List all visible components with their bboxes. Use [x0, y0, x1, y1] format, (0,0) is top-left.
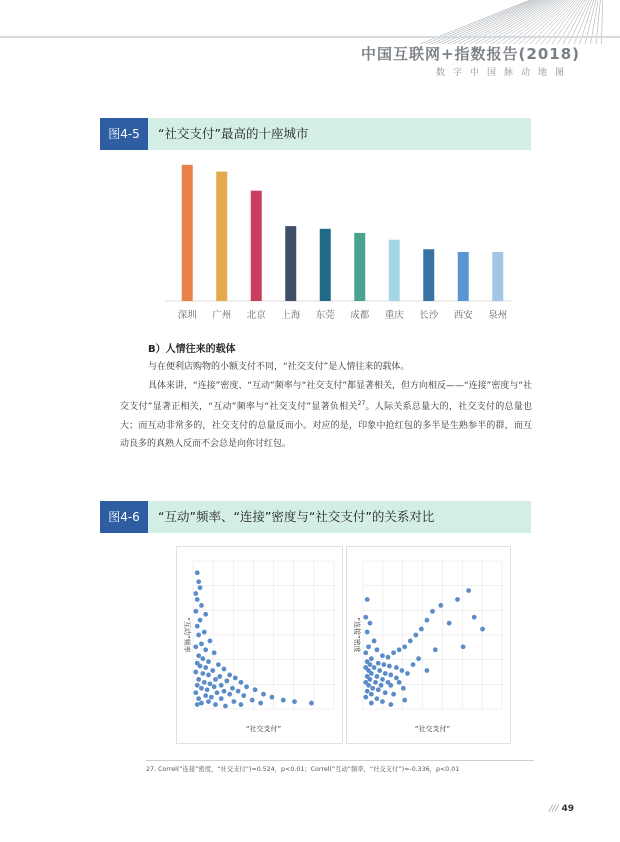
body-text: [120, 358, 532, 454]
data-point: [196, 677, 201, 682]
data-point: [363, 650, 368, 655]
figure-title: “互动”频率、“连接”密度与“社交支付”的关系对比: [158, 509, 435, 524]
data-point: [198, 618, 203, 623]
bar-3: [251, 191, 262, 301]
data-point: [425, 668, 430, 673]
data-point: [199, 701, 204, 706]
data-point: [425, 618, 430, 623]
data-point: [408, 639, 413, 644]
data-point: [200, 656, 205, 661]
paragraph-2-part-b: 。人际关系总量大的，社交支付的总量也大；而互动非常多的，社交支付的总量反而小。对应的是，印象中抢红包的多半是生熟参半的群，而互动良多的真熟人反而不会总是向你讨红包。: [120, 402, 532, 450]
data-point: [363, 615, 368, 620]
data-point: [219, 696, 224, 701]
x-tick-label: 上海: [281, 310, 301, 321]
bar-1: [182, 165, 193, 301]
data-point: [222, 667, 227, 672]
data-point: [419, 627, 424, 632]
data-point: [195, 702, 200, 707]
data-point: [369, 671, 374, 676]
data-point: [461, 644, 466, 649]
data-point: [202, 630, 207, 635]
x-axis-label: “社交支付”: [245, 725, 282, 733]
report-subtitle: 数字中国脉动地图: [435, 68, 572, 78]
data-point: [193, 644, 198, 649]
data-point: [387, 664, 392, 669]
page-marker: ///: [549, 804, 559, 814]
data-point: [402, 644, 407, 649]
data-point: [368, 677, 373, 682]
y-axis-label: “连接”密度: [353, 617, 361, 653]
data-point: [196, 633, 201, 638]
data-point: [193, 690, 198, 695]
report-title: 中国互联网+指数报告(2018): [360, 45, 580, 63]
data-point: [244, 684, 249, 689]
data-point: [394, 665, 399, 670]
data-point: [236, 689, 241, 694]
data-point: [195, 624, 200, 629]
data-point: [375, 696, 380, 701]
data-point: [472, 615, 477, 620]
data-point: [210, 668, 215, 673]
data-point: [239, 680, 244, 685]
data-point: [205, 687, 210, 692]
data-point: [223, 704, 228, 709]
bar-8: [423, 249, 434, 301]
data-point: [206, 699, 211, 704]
data-point: [433, 647, 438, 652]
data-point: [388, 702, 393, 707]
data-point: [430, 609, 435, 614]
figure-number: 图4-6: [100, 501, 148, 533]
data-point: [213, 702, 218, 707]
figure-4-6-caption: [100, 501, 531, 533]
data-point: [222, 689, 227, 694]
data-point: [196, 579, 201, 584]
x-tick-label: 长沙: [419, 310, 439, 321]
paragraph-2: [120, 377, 532, 454]
data-point: [365, 689, 370, 694]
data-point: [206, 673, 211, 678]
x-tick-label: 深圳: [177, 310, 197, 321]
data-point: [373, 680, 378, 685]
data-point: [241, 693, 246, 698]
footnote-rule: [146, 760, 534, 761]
data-point: [405, 671, 410, 676]
data-point: [193, 591, 198, 596]
data-point: [198, 664, 203, 669]
data-point: [372, 665, 377, 670]
data-point: [386, 655, 391, 660]
data-point: [270, 695, 275, 700]
data-point: [202, 680, 207, 685]
data-point: [377, 668, 382, 673]
data-point: [379, 683, 384, 688]
data-point: [375, 647, 380, 652]
data-point: [195, 570, 200, 575]
y-axis-label: “互动”频率: [183, 617, 191, 653]
data-point: [366, 644, 371, 649]
data-point: [195, 683, 200, 688]
x-tick-label: 重庆: [384, 310, 404, 321]
data-point: [372, 639, 377, 644]
paragraph-1: 与在便利店购物的小额支付不同，“社交支付”是人情往来的载体。: [148, 362, 410, 372]
data-point: [200, 671, 205, 676]
data-point: [213, 677, 218, 682]
data-point: [212, 650, 217, 655]
data-point: [380, 699, 385, 704]
data-point: [380, 653, 385, 658]
page-number-value: 49: [561, 804, 574, 814]
data-point: [388, 673, 393, 678]
data-point: [203, 647, 208, 652]
data-point: [199, 641, 204, 646]
data-point: [261, 692, 266, 697]
data-point: [203, 665, 208, 670]
data-point: [363, 695, 368, 700]
data-point: [219, 683, 224, 688]
figure-title: “社交支付”最高的十座城市: [158, 126, 309, 141]
section-heading: B）人情往来的载体: [148, 344, 236, 355]
data-point: [215, 690, 220, 695]
figure-number: 图4-5: [100, 118, 148, 150]
data-point: [397, 647, 402, 652]
data-point: [388, 683, 393, 688]
x-tick-label: 泉州: [488, 310, 508, 321]
x-tick-label: 北京: [246, 310, 266, 321]
data-point: [198, 585, 203, 590]
data-point: [376, 661, 381, 666]
bar-2: [216, 172, 227, 301]
header-rule: [0, 36, 620, 38]
data-point: [411, 662, 416, 667]
data-point: [209, 695, 214, 700]
data-point: [380, 677, 385, 682]
bar-7: [389, 240, 400, 301]
data-point: [193, 609, 198, 614]
data-point: [455, 597, 460, 602]
data-point: [376, 687, 381, 692]
data-point: [239, 702, 244, 707]
figure-4-5-caption: [100, 118, 531, 150]
data-point: [309, 701, 314, 706]
data-point: [258, 701, 263, 706]
data-point: [480, 627, 485, 632]
data-point: [196, 696, 201, 701]
data-point: [381, 662, 386, 667]
data-point: [217, 674, 222, 679]
data-point: [366, 683, 371, 688]
x-tick-label: 东莞: [315, 310, 335, 321]
data-point: [365, 630, 370, 635]
data-point: [195, 597, 200, 602]
data-point: [391, 692, 396, 697]
data-point: [224, 678, 229, 683]
data-point: [416, 656, 421, 661]
data-point: [203, 612, 208, 617]
top-ten-cities-bar-chart: [160, 150, 520, 328]
data-point: [368, 662, 373, 667]
data-point: [466, 588, 471, 593]
data-point: [196, 653, 201, 658]
data-point: [253, 687, 258, 692]
data-point: [365, 597, 370, 602]
data-point: [370, 686, 375, 691]
footnote: 27. Correl(“连接”密度，“社交支付”)=0.524，p<0.01；Correl(“互动”频率，“社交支付”)=-0.336，p<0.01: [146, 766, 460, 773]
data-point: [199, 686, 204, 691]
data-point: [208, 639, 213, 644]
data-point: [227, 673, 232, 678]
x-tick-label: 广州: [212, 310, 232, 321]
bar-10: [492, 252, 503, 301]
data-point: [383, 671, 388, 676]
data-point: [391, 650, 396, 655]
bar-5: [320, 229, 331, 301]
data-point: [199, 603, 204, 608]
x-tick-label: 西安: [453, 310, 473, 321]
bar-6: [354, 233, 365, 301]
data-point: [402, 698, 407, 703]
data-point: [401, 686, 406, 691]
data-point: [216, 662, 221, 667]
data-point: [438, 603, 443, 608]
data-point: [400, 668, 405, 673]
data-point: [375, 674, 380, 679]
data-point: [212, 684, 217, 689]
data-point: [413, 633, 418, 638]
page-number: [549, 804, 574, 814]
data-point: [193, 670, 198, 675]
data-point: [230, 686, 235, 691]
data-point: [369, 692, 374, 697]
x-tick-label: 成都: [350, 310, 370, 321]
data-point: [369, 701, 374, 706]
data-point: [208, 681, 213, 686]
data-point: [394, 676, 399, 681]
data-point: [383, 690, 388, 695]
data-point: [292, 699, 297, 704]
interaction-vs-social-payment-scatter: [176, 546, 343, 744]
data-point: [203, 693, 208, 698]
paragraph-2-part-a: 具体来讲，“连接”密度、“互动”频率与“社交支付”都显著相关，但方向相反——“连接”密度与“社交支付”显著正相关，“互动”频率与“社交支付”显著负相关: [120, 380, 532, 413]
bar-4: [285, 226, 296, 301]
data-point: [281, 698, 286, 703]
data-point: [231, 699, 236, 704]
data-point: [206, 659, 211, 664]
footnote-reference: 27: [357, 400, 366, 408]
data-point: [227, 692, 232, 697]
data-point: [447, 621, 452, 626]
data-point: [397, 680, 402, 685]
connection-vs-social-payment-scatter: [346, 546, 511, 744]
data-point: [369, 656, 374, 661]
data-point: [250, 698, 255, 703]
bar-9: [458, 252, 469, 301]
data-point: [368, 621, 373, 626]
x-axis-label: “社交支付”: [414, 725, 451, 733]
data-point: [233, 676, 238, 681]
